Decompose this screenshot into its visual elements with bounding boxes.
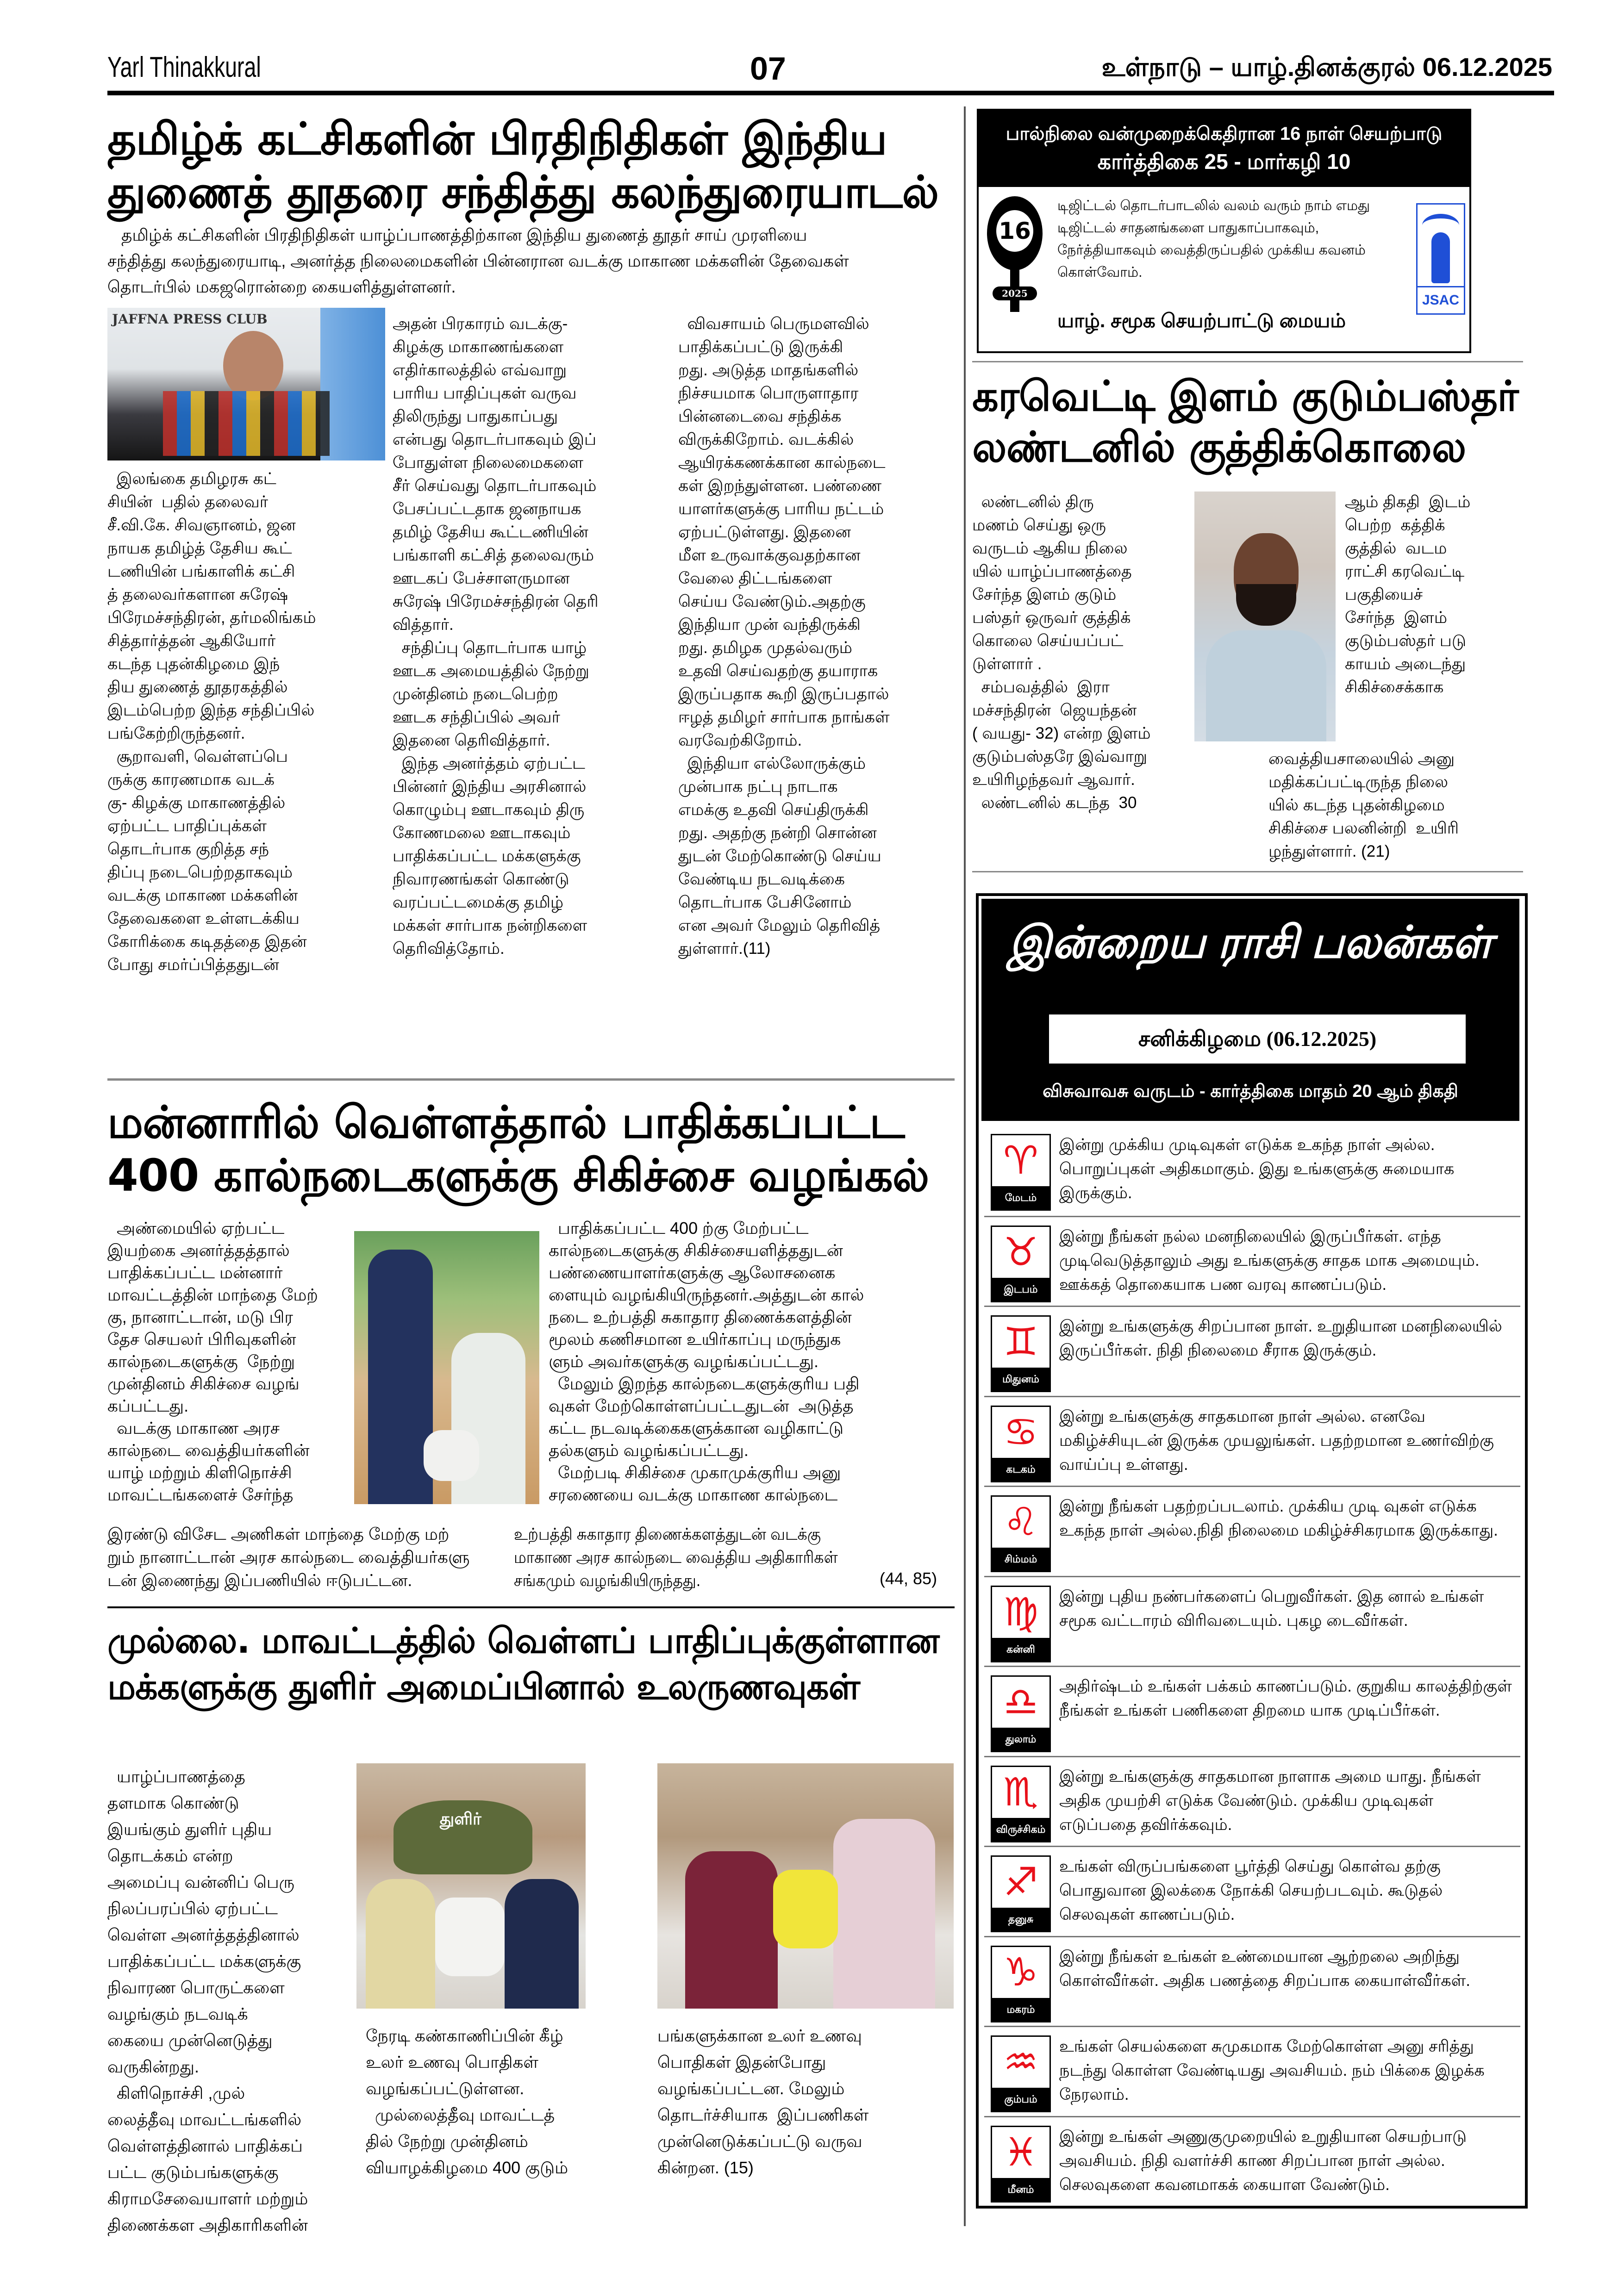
zodiac-glyph: ♉ <box>1003 1229 1038 1275</box>
cancer-icon <box>991 1406 1051 1482</box>
article2-headline-line2: லண்டனில் குத்திக்கொலை <box>972 423 1466 472</box>
virgo-icon <box>991 1586 1051 1662</box>
article3-col1: அண்மையில் ஏற்பட்ட இயற்கை அனர்த்தத்தால் பாதிக்கப்பட்ட மன்னார் மாவட்டத்தின் மாந்தை மேற் கு, நானாட்டான், மடு பிர தேச செயலர் பிரிவுகளின் கால்நடைகளுக்கு நேற்று முன்தினம் சிகிச்சை வழங் கப்பட்டது. வடக்கு மாகாண அரச கால்நடை வைத்தியர்களின் யாழ் மற்றும் கிளிநொச்சி மாவட்டங்களைச் சேர்ந்த <box>107 1219 318 1504</box>
scorpio-icon <box>991 1766 1051 1842</box>
zodiac-glyph: ♌ <box>1003 1499 1038 1544</box>
article4-photo2 <box>657 1763 954 2009</box>
horoscope-text: அதிர்ஷ்டம் உங்கள் பக்கம் காணப்படும். குறுகிய காலத்திற்குள் நீங்கள் உங்கள் பணிகளை திறமை யாக முடிப்பீர்கள். <box>1059 1677 1512 1719</box>
horoscope-row <box>984 1126 1520 1216</box>
photo-man <box>833 1819 935 2009</box>
article1-col3: விவசாயம் பெருமளவில் பாதிக்கப்பட்டு இருக்கி றது. அடுத்த மாதங்களில் நிச்சயமாக பொருளாதார பின்னடைவை சந்திக்க விருக்கிறோம். வடக்கில் ஆயிரக்கணக்கான கால்நடை கள் இறந்துள்ளன. பண்ணை யாளர்களுக்கு பாரிய நட்டம் ஏற்பட்டுள்ளது. இதனை மீள உருவாக்குவதற்கான வேலை திட்டங்களை செய்ய வேண்டும்.அதற்கு இந்தியா முன் வந்திருக்கி றது. தமிழக முதல்வரும் உதவி செய்வதற்கு தயாராக இருப்பதாக கூறி இருப்பதால் ஈழத் தமிழர் சார்பாக நாங்கள் வரவேற்கிறோம். இந்தியா எல்லோருக்கும் முன்பாக நட்பு நாடாக எமக்கு உதவி செய்திருக்கி றது. அதற்கு நன்றி சொன்ன துடன் மேற்கொண்டு செய்ய வேண்டிய நடவடிக்கை தொடர்பாக பேசினோம் என அவர் மேலும் தெரிவித் துள்ளார்.(11) <box>678 315 890 958</box>
photo-man <box>366 1879 435 2009</box>
photo-relief-bag <box>435 1898 505 1976</box>
zodiac-glyph: ♋ <box>1003 1409 1038 1455</box>
article2-col1: லண்டனில் திரு மணம் செய்து ஒரு வருடம் ஆகிய நிலை யில் யாழ்ப்பாணத்தை சேர்ந்த இளம் குடும் பஸ்தர் ஒருவர் குத்திக் கொலை செய்யப்பட் டுள்ளார் . சம்பவத்தில் இரா மச்சந்திரன் ஜெயந்தன் ( வயது- 32) என்ற இளம் குடும்பஸ்தரே இவ்வாறு உயிரிழந்தவர் ஆவார். லண்டனில் கடந்த 30 <box>972 493 1151 812</box>
ad-title-line2: கார்த்திகை 25 - மார்கழி 10 <box>1097 149 1351 174</box>
horoscope-row <box>984 1846 1520 1937</box>
ad-badge-year: 2025 <box>993 286 1037 300</box>
horoscope-row <box>984 2026 1520 2117</box>
article3-headline-line2: 400 கால்நடைகளுக்கு சிகிச்சை வழங்கல் <box>107 1150 929 1201</box>
article4-headline-line1: முல்லை. மாவட்டத்தில் வெள்ளப் பாதிப்புக்குள்ளான <box>107 1620 939 1661</box>
jsac-logo <box>1416 203 1465 315</box>
article1-col2: அதன் பிரகாரம் வடக்கு- கிழக்கு மாகாணங்களை எதிர்காலத்தில் எவ்வாறு பாரிய பாதிப்புகள் வருவ திலிருந்து பாதுகாப்பது என்பது தொடர்பாகவும் இப் போதுள்ள நிலைமைகளை சீர் செய்வது தொடர்பாகவும் பேசப்பட்டதாக ஜனநாயக தமிழ் தேசிய கூட்டணியின் பங்காளி கட்சித் தலைவரும் ஊடகப் பேச்சாளருமான சுரேஷ் பிரேமச்சந்திரன் தெரி வித்தார். சந்திப்பு தொடர்பாக யாழ் ஊடக அமையத்தில் நேற்று முன்தினம் நடைபெற்ற ஊடக சந்திப்பில் அவர் இதனை தெரிவித்தார். இந்த அனர்த்தம் ஏற்பட்ட பின்னர் இந்திய அரசினால் கொழும்பு ஊடாகவும் திரு கோணமலை ஊடாகவும் பாதிக்கப்பட்ட மக்களுக்கு நிவாரணங்கள் கொண்டு வரப்பட்டமைக்கு தமிழ் மக்கள் சார்பாக நன்றிகளை தெரிவித்தோம். <box>393 315 599 958</box>
article3-col2: பாதிக்கப்பட்ட 400 ற்கு மேற்பட்ட கால்நடைகளுக்கு சிகிச்சையளித்ததுடன் பண்ணையாளர்களுக்கு ஆலோசனைக ளையும் வழங்கியிருந்தனர்.அத்துடன் கால் நடை உற்பத்தி சுகாதார திணைக்களத்தின் மூலம் கணிசமான உயிர்காப்பு மருந்துக ளும் அவர்களுக்கு வழங்கப்பட்டது. மேலும் இறந்த கால்நடைகளுக்குரிய பதி வுகள் மேற்கொள்ளப்பட்டதுடன் அடுத்த கட்ட நடவடிக்கைகளுக்கான வழிகாட்டு தல்களும் வழங்கப்பட்டது. மேற்படி சிகிச்சை முகாமுக்குரிய அனு சரணையை வடக்கு மாகாண கால்நடை <box>549 1219 864 1504</box>
article1-photo <box>107 308 385 460</box>
ad-header <box>979 111 1469 187</box>
horoscope-text: இன்று உங்களுக்கு சிறப்பான நாள். உறுதியான மனநிலையில் இருப்பீர்கள். நிதி நிலைமை சீராக இருக்கும். <box>1059 1317 1502 1359</box>
libra-icon <box>991 1675 1051 1752</box>
article3-credit: (44, 85) <box>880 1569 937 1588</box>
article4-headline-line2: மக்களுக்கு துளிர் அமைப்பினால் உலருணவுகள் <box>107 1666 860 1707</box>
aries-icon <box>991 1134 1051 1211</box>
article3-col2-wide: உற்பத்தி சுகாதார திணைக்களத்துடன் வடக்கு மாகாண அரச கால்நடை வைத்திய அதிகாரிகள் சங்கமும் வழங்கியிருந்தது. <box>514 1524 838 1590</box>
horoscope-text: இன்று உங்கள் அணுகுமுறையில் உறுதியான செயற்பாடு அவசியம். நிதி வளர்ச்சி காண சிறப்பான நாள் அல்ல. செலவுகளை கவனமாகக் கையாள வேண்டும். <box>1059 2127 1467 2194</box>
photo-woman <box>505 1879 579 2009</box>
pisces-icon <box>991 2126 1051 2203</box>
section-rule <box>107 1606 955 1608</box>
page-number: 07 <box>750 50 786 87</box>
horoscope-subtitle: விசுவாவசு வருடம் - கார்த்திகை மாதம் 20 ஆம் திகதி <box>1043 1082 1458 1101</box>
zodiac-name: மீனம் <box>992 2178 1049 2201</box>
photo-banner <box>320 308 385 460</box>
zodiac-glyph: ♍ <box>1003 1589 1038 1635</box>
taurus-icon <box>991 1226 1051 1302</box>
article3-photo <box>354 1231 539 1504</box>
zodiac-name: கன்னி <box>992 1638 1049 1661</box>
section-rule <box>107 1078 955 1081</box>
section-rule <box>972 361 1523 362</box>
article1-headline-line1: தமிழ்க் கட்சிகளின் பிரதிநிதிகள் இந்திய <box>107 113 887 165</box>
article4-col1: யாழ்ப்பாணத்தை தளமாக கொண்டு இயங்கும் துளிர் புதிய தொடக்கம் என்ற அமைப்பு வன்னிப் பெரு நிலப்பரப்பில் ஏற்பட்ட வெள்ள அனர்த்தத்தினால் பாதிக்கப்பட்ட மக்களுக்கு நிவாரண பொருட்களை வழங்கும் நடவடிக் கையை முன்னெடுத்து வருகின்றது. கிளிநொச்சி ,முல் லைத்தீவு மாவட்டங்களில் வெள்ளத்தினால் பாதிக்கப் பட்ட குடும்பங்களுக்கு கிராமசேவையாளர் மற்றும் திணைக்கள அதிகாரிகளின் <box>107 1767 308 2234</box>
article2-col2-bottom: வைத்தியசாலையில் அனு மதிக்கப்பட்டிருந்த நிலை யில் கடந்த புதன்கிழமை சிகிச்சை பலனின்றி உயிரி ழந்துள்ளார். (21) <box>1268 750 1459 860</box>
zodiac-glyph: ♊ <box>1003 1319 1038 1364</box>
zodiac-name: மேடம் <box>992 1186 1049 1209</box>
horoscope-text: இன்று புதிய நண்பர்களைப் பெறுவீர்கள். இத னால் உங்கள் சமூக வட்டாரம் விரிவடையும். புகழ டைவீர்கள். <box>1059 1587 1484 1630</box>
article2-col2-top: ஆம் திகதி இடம் பெற்ற கத்திக் குத்தில் வடம ராட்சி கரவெட்டி பகுதியைச் சேர்ந்த இளம் குடும்பஸ்தர் படு காயம் அடைந்து சிகிச்சைக்காக <box>1345 493 1471 696</box>
zodiac-name: சிம்மம் <box>992 1548 1049 1571</box>
zodiac-glyph: ♈ <box>1003 1138 1038 1183</box>
horoscope-row <box>984 1486 1520 1577</box>
horoscope-header <box>981 899 1519 1121</box>
article4-col3: பங்களுக்கான உலர் உணவு பொதிகள் இதன்போது வழங்கப்பட்டன. மேலும் தொடர்ச்சியாக இப்பணிகள் முன்னெடுக்கப்பட்டு வருவ கின்றன. (15) <box>657 2026 869 2177</box>
zodiac-glyph: ♒ <box>1003 2039 1038 2084</box>
photo-woman <box>685 1851 778 2009</box>
ad-title-line1: பால்நிலை வன்முறைக்கெதிரான 16 நாள் செயற்பாடு <box>1006 124 1443 144</box>
zodiac-glyph: ♏ <box>1003 1769 1038 1815</box>
photo-banner-text: துளிர் <box>440 1810 481 1829</box>
horoscope-text: இன்று நீங்கள் பதற்றப்படலாம். முக்கிய முடி வுகள் எடுக்க உகந்த நாள் அல்ல.நிதி நிலைமை மகிழ்ச்சிகரமாக இருக்காது. <box>1059 1497 1498 1539</box>
horoscope-text: இன்று முக்கிய முடிவுகள் எடுக்க உகந்த நாள் அல்ல. பொறுப்புகள் அதிகமாகும். இது உங்களுக்கு சுமையாக இருக்கும். <box>1059 1136 1455 1202</box>
photo-sign-text: JAFFNA PRESS CLUB <box>112 311 268 327</box>
zodiac-glyph: ♎ <box>1003 1679 1038 1724</box>
article1-lead: தமிழ்க் கட்சிகளின் பிரதிநிதிகள் யாழ்ப்பாணத்திற்கான இந்திய துணைத் தூதர் சாய் முரளியை சந்தித்து கலந்துரையாடி, அனர்த்த நிலைமைகளின் பின்னரான வடக்கு மாகாண மக்களின் தேவைகள் தொடர்பில் மகஜரொன்றை கையளித்துள்ளனர். <box>107 225 849 296</box>
horoscope-row <box>984 1756 1520 1848</box>
zodiac-name: துலாம் <box>992 1728 1049 1751</box>
horoscope-text: இன்று நீங்கள் நல்ல மனநிலையில் இருப்பீர்கள். எந்த முடிவெடுத்தாலும் அது உங்களுக்கு சாதக மாக அமையும். ஊக்கத் தொகையாக பண வரவு காணப்படும். <box>1059 1227 1480 1294</box>
horoscope-row <box>984 1306 1520 1397</box>
photo-yellow-bag <box>773 1870 838 1948</box>
zodiac-name: மிதுனம் <box>992 1368 1049 1391</box>
ad-badge-number: 16 <box>996 210 1033 252</box>
horoscope-row <box>984 1396 1520 1487</box>
horoscope-row <box>984 1666 1520 1757</box>
horoscope-text: இன்று உங்களுக்கு சாதகமான நாளாக அமை யாது. நீங்கள் அதிக முயற்சி எடுக்க வேண்டும். முக்கிய முடிவுகள் எடுப்பதை தவிர்க்கவும். <box>1059 1767 1481 1834</box>
photo-person <box>223 331 283 400</box>
gemini-icon <box>991 1315 1051 1392</box>
horoscope-text: இன்று உங்களுக்கு சாதகமான நாள் அல்ல. எனவே மகிழ்ச்சியுடன் இருக்க முயலுங்கள். பதற்றமான உணர்விற்கு வாய்ப்பு உள்ளது. <box>1059 1407 1494 1474</box>
horoscope-title: இன்றைய ராசி பலன்கள் <box>1008 918 1493 967</box>
photo-banner <box>394 1800 532 1874</box>
zodiac-name: கும்பம் <box>992 2088 1049 2111</box>
sagittarius-icon <box>991 1855 1051 1932</box>
capricorn-icon <box>991 1946 1051 2022</box>
horoscope-text: இன்று நீங்கள் உங்கள் உண்மையான ஆற்றலை அறிந்து கொள்வீர்கள். அதிக பணத்தை சிறப்பாக கையாள்வீர்கள். <box>1059 1947 1470 1990</box>
horoscope-row <box>984 2116 1520 2208</box>
zodiac-name: விருச்சிகம் <box>992 1818 1049 1841</box>
article3-col1-wide: இரண்டு விசேட அணிகள் மாந்தை மேற்கு மற் றும் நானாட்டான் அரச கால்நடை வைத்தியர்களு டன் இணைந்து இப்பணியில் ஈடுபட்டன. <box>107 1524 470 1590</box>
jsac-logo-text: JSAC <box>1418 286 1464 313</box>
article4-col2: நேரடி கண்காணிப்பின் கீழ் உலர் உணவு பொதிகள் வழங்கப்பட்டுள்ளன. முல்லைத்தீவு மாவட்டத் தில் நேற்று முன்தினம் வியாழக்கிழமை 400 குடும் <box>366 2026 568 2177</box>
zodiac-glyph: ♑ <box>1003 1949 1038 1995</box>
article1-headline-line2: துணைத் தூதரை சந்தித்து கலந்துரையாடல் <box>107 166 939 218</box>
horoscope-text: உங்கள் செயல்களை சுமுகமாக மேற்கொள்ள அனு சரித்து நடந்து கொள்ள வேண்டியது அவசியம். நம் பிக்கை இழக்க நேரலாம். <box>1059 2037 1485 2103</box>
photo-goat <box>424 1430 479 1481</box>
horoscope-row <box>984 1216 1520 1307</box>
article4-photo1 <box>356 1763 586 2009</box>
zodiac-glyph: ♐ <box>1003 1859 1038 1904</box>
leo-icon <box>991 1495 1051 1572</box>
aquarius-icon <box>991 2035 1051 2112</box>
zodiac-name: தனுசு <box>992 1908 1049 1931</box>
article3-headline-line1: மன்னாரில் வெள்ளத்தால் பாதிக்கப்பட்ட <box>107 1096 905 1148</box>
article1-col1: இலங்கை தமிழரசு கட் சியின் பதில் தலைவர் சீ.வி.கே. சிவஞானம், ஜன நாயக தமிழ்த் தேசிய கூட் டணியின் பங்காளிக் கட்சி த் தலைவர்களான சுரேஷ் பிரேமச்சந்திரன், தர்மலிங்கம் சித்தார்த்தன் ஆகியோர் கடந்த புதன்கிழமை இந் திய துணைத் தூதரகத்தில் இடம்பெற்ற இந்த சந்திப்பில் பங்கேற்றிருந்தனர். சூறாவளி, வெள்ளப்பெ ருக்கு காரணமாக வடக் கு- கிழக்கு மாகாணத்தில் ஏற்பட்ட பாதிப்புக்கள் தொடர்பாக குறித்த சந் திப்பு நடைபெற்றதாகவும் வடக்கு மாகாண மக்களின் தேவைகளை உள்ளடக்கிய கோரிக்கை கடிதத்தை இதன் போது சமர்ப்பித்ததுடன் <box>107 470 316 974</box>
zodiac-name: மகரம் <box>992 1998 1049 2021</box>
horoscope-box <box>976 893 1528 2209</box>
column-divider <box>964 106 966 2226</box>
horoscope-row <box>984 1936 1520 2028</box>
photo-vet-person <box>368 1250 433 1504</box>
zodiac-glyph: ♓ <box>1003 2129 1038 2175</box>
zodiac-name: இடபம் <box>992 1278 1049 1301</box>
horoscope-date: சனிக்கிழமை (06.12.2025) <box>1049 1014 1466 1064</box>
masthead-rule <box>107 91 1554 95</box>
photo-shirt <box>1206 630 1326 741</box>
paper-name: Yarl Thinakkural <box>107 51 261 83</box>
zodiac-name: கடகம் <box>992 1458 1049 1481</box>
section-date: உள்நாடு – யாழ்.தினக்குரல் 06.12.2025 <box>1101 52 1552 81</box>
article2-photo <box>1194 492 1336 741</box>
article2-headline-line1: கரவெட்டி இளம் குடும்பஸ்தர் <box>972 372 1518 421</box>
section-rule <box>972 871 1523 872</box>
gbv-campaign-ad <box>977 109 1471 353</box>
female-symbol-icon <box>987 196 1043 312</box>
horoscope-row <box>984 1576 1520 1668</box>
ad-body: டிஜிட்டல் தொடர்பாடலில் வலம் வரும் நாம் எமது டிஜிட்டல் சாதனங்களை பாதுகாப்பாகவும், நேர்த்தியாகவும் வைத்திருப்பதில் முக்கிய கவனம் கொள்வோம். <box>1057 198 1370 280</box>
photo-beard <box>1236 584 1296 626</box>
ad-footer: யாழ். சமூக செயற்பாட்டு மையம் <box>1057 310 1346 331</box>
horoscope-text: உங்கள் விருப்பங்களை பூர்த்தி செய்து கொள்வ தற்கு பொதுவான இலக்கை நோக்கி செயற்படவும். கூடுதல் செலவுகள் காணப்படும். <box>1059 1857 1443 1923</box>
photo-microphones <box>163 391 330 456</box>
